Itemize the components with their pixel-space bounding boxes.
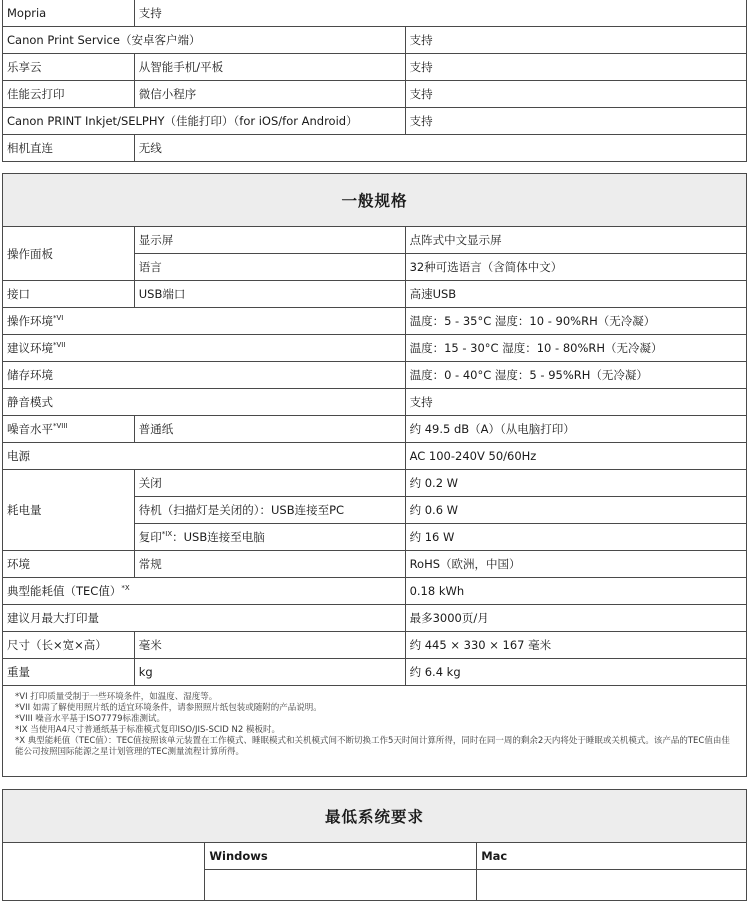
row-value: 约 16 W <box>405 524 746 551</box>
footnote-ref: *VII <box>53 341 66 349</box>
row-value: 支持 <box>405 54 746 81</box>
row-value: 支持 <box>405 389 746 416</box>
row-label: 储存环境 <box>3 362 406 389</box>
footnote-ref: *VIII <box>53 422 68 430</box>
table-row <box>3 108 747 135</box>
table-row <box>3 470 747 497</box>
row-sub-label: kg <box>134 659 405 686</box>
table-row <box>3 27 747 54</box>
table-row <box>3 0 747 27</box>
footnote-ref: *IX <box>161 530 173 538</box>
row-value: 支持 <box>405 81 746 108</box>
row-value: 0.18 kWh <box>405 578 746 605</box>
footnote: *VII 如需了解使用照片纸的适宜环境条件，请参照照片纸包装或随附的产品说明。 <box>15 703 322 713</box>
row-sub-label: 普通纸 <box>134 416 405 443</box>
table-header-row <box>3 843 747 870</box>
table-row <box>3 443 747 470</box>
footnote: *IX 当使用A4尺寸普通纸基于标准模式复印ISO/JIS-SCID N2 模板时。 <box>15 725 280 735</box>
label-text: 噪音水平 <box>7 422 53 436</box>
row-sub-label: 语言 <box>134 254 405 281</box>
row-label: 操作面板 <box>3 227 135 281</box>
row-value: 约 6.4 kg <box>405 659 746 686</box>
row-value: 32种可选语言（含简体中文） <box>405 254 746 281</box>
row-label: 相机直连 <box>3 135 135 162</box>
header-blank-cell <box>3 843 205 901</box>
footnote: *X 典型能耗值（TEC值）：TEC值按照该单元装置在工作模式、睡眠模式和关机模式间不断切换工作5天时间计算所得，同时在同一周的剩余2天内将处于睡眠或关机模式。该产品的TEC值由佳能公司按照国际能源之星计划管理的TEC测量流程计算所得。 <box>15 736 730 757</box>
row-sub-label: 常规 <box>134 551 405 578</box>
table-row <box>3 632 747 659</box>
row-label: 佳能云打印 <box>3 81 135 108</box>
table-row <box>3 335 747 362</box>
row-label: Mopria <box>3 0 135 27</box>
row-sub-label: 关闭 <box>134 470 405 497</box>
general-spec-table <box>2 173 747 777</box>
table-cell <box>477 870 747 901</box>
table-row <box>3 389 747 416</box>
table-row <box>3 135 747 162</box>
row-sub-label: 微信小程序 <box>134 81 405 108</box>
label-text: 复印 <box>138 530 162 544</box>
row-value: 无线 <box>134 135 746 162</box>
footnote-ref: *VI <box>53 314 64 322</box>
section-title: 一般规格 <box>3 174 747 227</box>
row-value: 温度：5 - 35°C 湿度：10 - 90%RH（无冷凝） <box>405 308 746 335</box>
row-label <box>3 416 135 443</box>
row-label: Canon Print Service（安卓客户端） <box>3 27 406 54</box>
row-sub-label: 显示屏 <box>134 227 405 254</box>
footnote-ref: *X <box>121 584 130 592</box>
footnote: *VIII 噪音水平基于ISO7779标准测试。 <box>15 714 166 724</box>
row-sub-label: 待机（扫描灯是关闭的）：USB连接至PC <box>134 497 405 524</box>
row-label: 电源 <box>3 443 406 470</box>
table-row <box>3 81 747 108</box>
table-row <box>3 227 747 254</box>
row-label: 重量 <box>3 659 135 686</box>
table-row <box>3 362 747 389</box>
column-header-mac: Mac <box>477 843 747 870</box>
row-sub-label: 毫米 <box>134 632 405 659</box>
row-label: 接口 <box>3 281 135 308</box>
row-value: 温度：15 - 30°C 湿度：10 - 80%RH（无冷凝） <box>405 335 746 362</box>
row-label <box>3 578 406 605</box>
column-header-windows: Windows <box>205 843 477 870</box>
section-title-row <box>3 174 747 227</box>
row-value: 最多3000页/月 <box>405 605 746 632</box>
footnote: *VI 打印质量受制于一些环境条件，如温度、湿度等。 <box>15 692 218 702</box>
table-cell <box>205 870 477 901</box>
row-value: 温度：0 - 40°C 湿度：5 - 95%RH（无冷凝） <box>405 362 746 389</box>
label-text: 操作环境 <box>7 314 53 328</box>
footnotes <box>3 686 747 777</box>
row-value: 约 0.2 W <box>405 470 746 497</box>
row-value: AC 100-240V 50/60Hz <box>405 443 746 470</box>
table-row <box>3 578 747 605</box>
row-sub-label: 从智能手机/平板 <box>134 54 405 81</box>
label-text: ：USB连接至电脑 <box>172 530 265 544</box>
row-value: RoHS（欧洲，中国） <box>405 551 746 578</box>
row-label: 耗电量 <box>3 470 135 551</box>
label-text: 典型能耗值（TEC值） <box>7 584 122 598</box>
row-value: 高速USB <box>405 281 746 308</box>
table-row <box>3 659 747 686</box>
row-label: 建议月最大打印量 <box>3 605 406 632</box>
row-label <box>3 335 406 362</box>
row-sub-label: USB端口 <box>134 281 405 308</box>
table-row <box>3 308 747 335</box>
footnotes-row <box>3 686 747 777</box>
row-value: 点阵式中文显示屏 <box>405 227 746 254</box>
row-value: 支持 <box>405 108 746 135</box>
row-value: 约 49.5 dB（A）（从电脑打印） <box>405 416 746 443</box>
row-value: 支持 <box>405 27 746 54</box>
row-label: Canon PRINT Inkjet/SELPHY（佳能打印）（for iOS/for Android） <box>3 108 406 135</box>
label-text: 建议环境 <box>7 341 53 355</box>
row-value: 约 0.6 W <box>405 497 746 524</box>
table-row <box>3 281 747 308</box>
row-value: 约 445 × 330 × 167 毫米 <box>405 632 746 659</box>
connectivity-table <box>2 0 747 162</box>
table-row <box>3 416 747 443</box>
table-row <box>3 54 747 81</box>
row-label: 尺寸（长×宽×高） <box>3 632 135 659</box>
row-label <box>3 308 406 335</box>
row-label: 乐享云 <box>3 54 135 81</box>
section-title-row <box>3 790 747 843</box>
table-row <box>3 551 747 578</box>
row-label: 环境 <box>3 551 135 578</box>
section-title: 最低系统要求 <box>3 790 747 843</box>
row-value: 支持 <box>134 0 746 27</box>
row-label: 静音模式 <box>3 389 406 416</box>
table-row <box>3 605 747 632</box>
system-requirements-table <box>2 789 747 901</box>
row-sub-label <box>134 524 405 551</box>
